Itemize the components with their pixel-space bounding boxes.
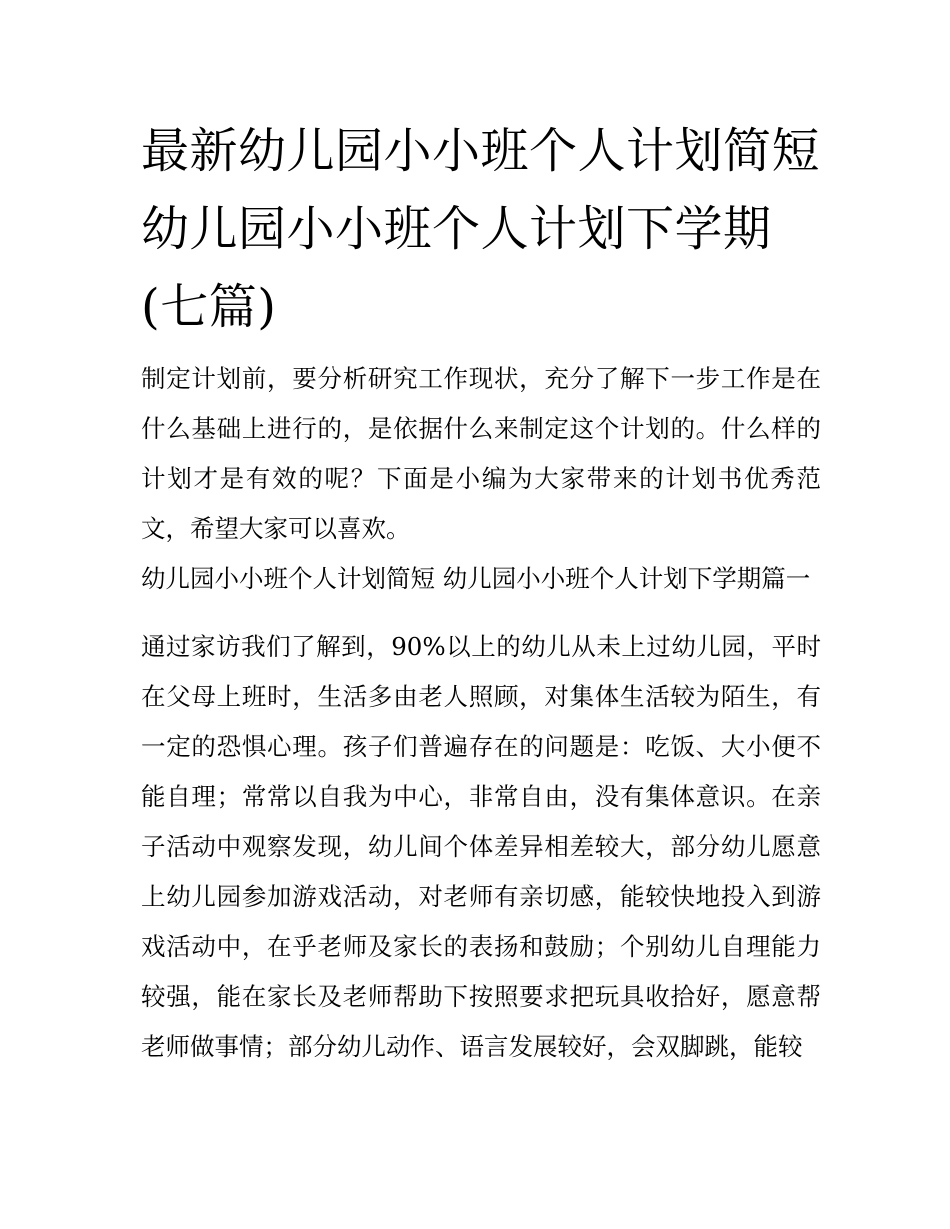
intro-paragraph: 制定计划前，要分析研究工作现状，充分了解下一步工作是在什么基础上进行的，是依据什么来制定这个计划的。什么样的计划才是有效的呢？下面是小编为大家带来的计划书优秀范文，希望大家可以喜欢。 [141,364,821,543]
section-body-paragraph: 通过家访我们了解到，90%以上的幼儿从未上过幼儿园，平时在父母上班时，生活多由老人照顾，对集体生活较为陌生，有一定的恐惧心理。孩子们普遍存在的问题是：吃饭、大小便不能自理；常常以自我为中心，非常自由，没有集体意识。在亲子活动中观察发现，幼儿间个体差异相差较大，部分幼儿愿意上幼儿园参加游戏活动，对老师有亲切感，能较快地投入到游戏活动中，在乎老师及家长的表扬和鼓励；个别幼儿自理能力较强，能在家长及老师帮助下按照要求把玩具收拾好，愿意帮老师做事情；部分幼儿动作、语言发展较好，会双脚跳，能较 [141,632,821,1061]
document-title: 最新幼儿园小小班个人计划简短 幼儿园小小班个人计划下学期(七篇) [141,123,821,335]
section-heading: 幼儿园小小班个人计划简短 幼儿园小小班个人计划下学期篇一 [141,564,811,593]
document-content [141,112,821,1072]
